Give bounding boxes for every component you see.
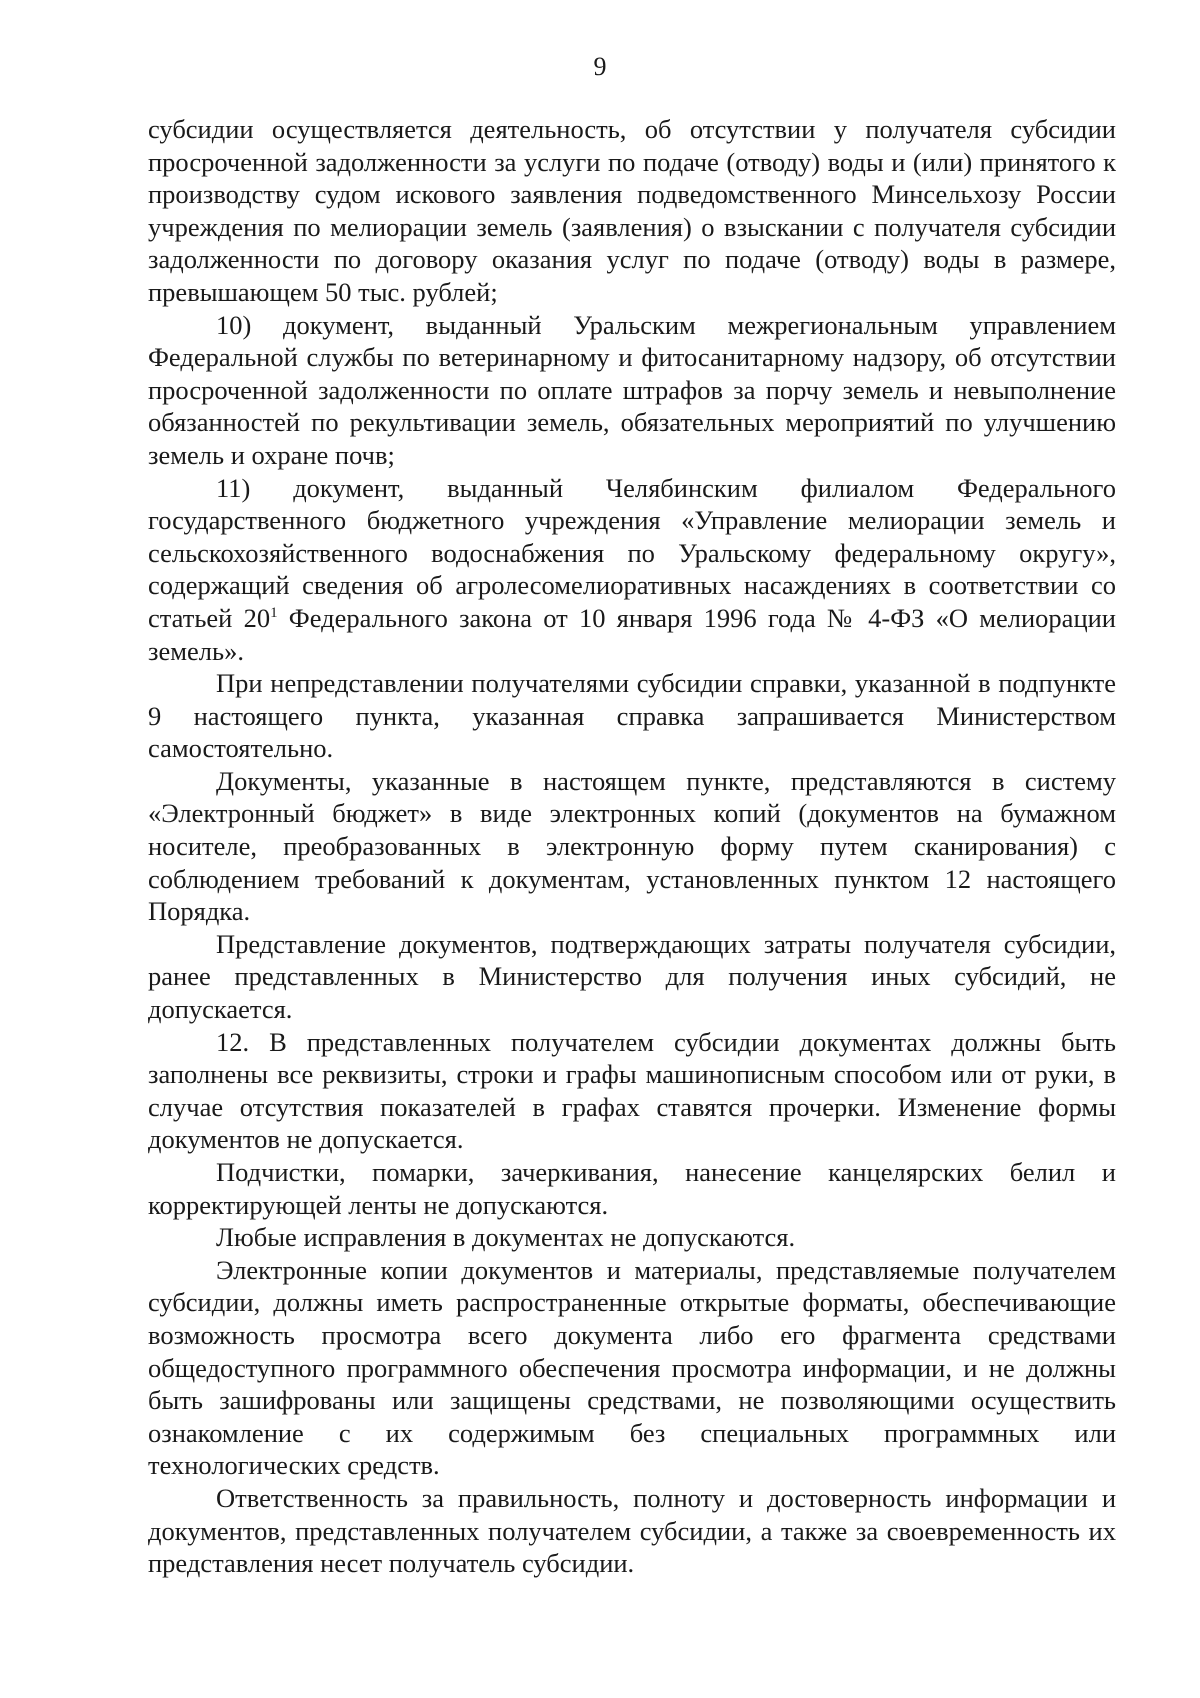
paragraph-continuation: субсидии осуществляется деятельность, об отсутствии у получателя субсидии просроченной задолженности за услуги по подаче (отводу) воды и (или) принятого к производству судом искового заявления подведомственного Минсельхозу России учреждения по мелиорации земель (заявления) о взыскании с получателя субсидии задолженности по договору оказания услуг по подаче (отводу) воды в размере, превышающем 50 тыс. рублей; [148,114,1116,307]
list-item-11 [148,472,1116,668]
paragraph-item-12: 12. В представленных получателем субсидии документах должны быть заполнены все реквизиты, строки и графы машинописным способом или от руки, в случае отсутствия показателей в графах ставятся прочерки. Изменение формы документов не допускается. [148,1026,1116,1155]
paragraph-electronic-formats: Электронные копии документов и материалы, представляемые получателем субсидии, должны иметь распространенные открытые форматы, обеспечивающие возможность просмотра всего документа либо его фрагмента средствами общедоступного программного обеспечения просмотра информации, и не должны быть зашифрованы или защищены средствами, не позволяющими осуществить ознакомление с их содержимым без специальных программных или технологических средств. [148,1254,1116,1481]
list-item-11-text-a: 11) документ, выданный Челябинским филиалом Федерального государственного бюджетного учреждения «Управление мелиорации земель и сельскохозяйственного водоснабжения по Уральскому федеральному округу», содержащий сведения об агролесомелиоративных насаждениях в соответствии со статьей 20 [148,472,1116,633]
page-number: 9 [593,52,607,81]
paragraph-no-erasures: Подчистки, помарки, зачеркивания, нанесение канцелярских белил и корректирующей ленты не допускаются. [148,1157,1116,1220]
paragraph-electronic-budget: Документы, указанные в настоящем пункте, представляются в систему «Электронный бюджет» в виде электронных копий (документов на бумажном носителе, преобразованных в электронную форму путем сканирования) с соблюдением требований к документам, установленных пунктом 12 настоящего Порядка. [148,765,1116,927]
paragraph-certificate-request: При непредставлении получателями субсидии справки, указанной в подпункте 9 настоящего пункта, указанная справка запрашивается Министерством самостоятельно. [148,668,1116,764]
paragraph-no-duplicate-documents: Представление документов, подтверждающих затраты получателя субсидии, ранее представленных в Министерство для получения иных субсидий, не допускается. [148,928,1116,1025]
document-body [148,113,1116,1580]
paragraph-no-corrections: Любые исправления в документах не допускаются. [216,1222,796,1253]
article-superscript: 1 [270,604,278,621]
paragraph-responsibility: Ответственность за правильность, полноту и достоверность информации и документов, представленных получателем субсидии, а также за своевременность их представления несет получатель субсидии. [148,1482,1116,1579]
list-item-11-text-b: Федерального закона от 10 января 1996 года № 4-ФЗ «О мелиорации земель». [148,602,1116,666]
list-item-10: 10) документ, выданный Уральским межрегиональным управлением Федеральной службы по ветеринарному и фитосанитарному надзору, об отсутствии просроченной задолженности по оплате штрафов за порчу земель и невыполнение обязанностей по рекультивации земель, обязательных мероприятий по улучшению земель и охране почв; [148,309,1116,470]
